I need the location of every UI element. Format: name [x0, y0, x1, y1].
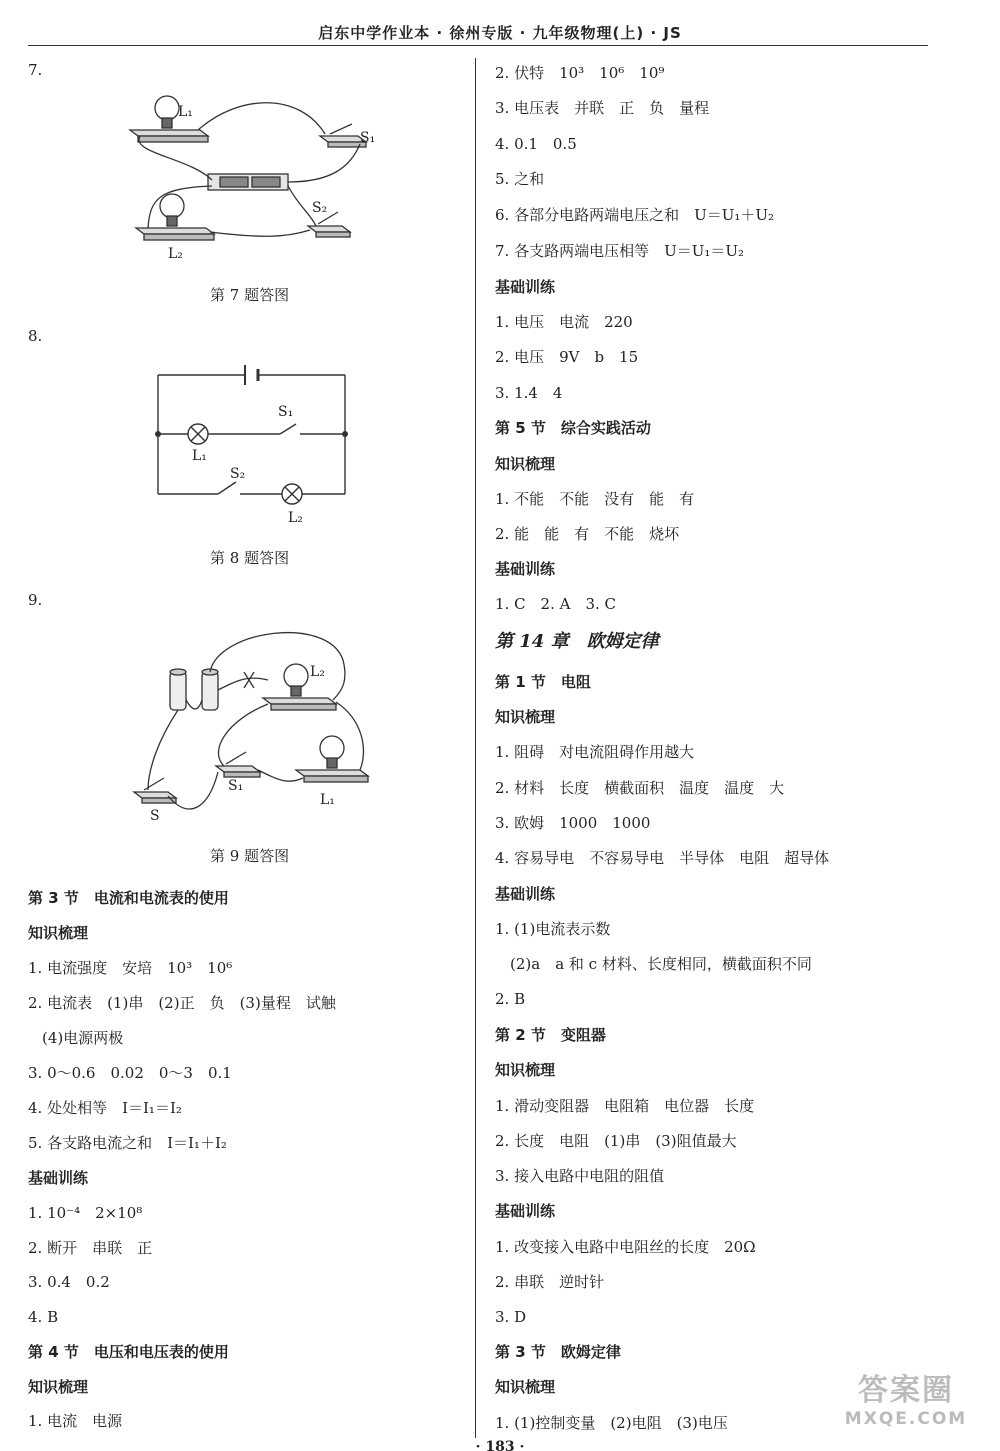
- answer-line: 1. (1)控制变量 (2)电阻 (3)电压: [495, 1414, 728, 1432]
- answer-line: 1. 滑动变阻器 电阻箱 电位器 长度: [495, 1097, 755, 1115]
- answer-line: 2. 长度 电阻 (1)串 (3)阻值最大: [495, 1132, 737, 1150]
- q7-label-s1: S₁: [360, 130, 376, 146]
- answer-line: 1. 电流 电源: [28, 1412, 123, 1430]
- answer-line: 4. 容易导电 不容易导电 半导体 电阻 超导体: [495, 849, 830, 867]
- subheading: 知识梳理: [495, 1378, 556, 1396]
- q9-circuit-figure: [128, 620, 373, 825]
- q9-number: 9.: [28, 591, 43, 609]
- answer-line: 2. 电压 9V b 15: [495, 348, 639, 366]
- answer-line: 3. D: [495, 1308, 527, 1326]
- subheading: 基础训练: [495, 278, 556, 296]
- q8-label-l2: L₂: [288, 510, 303, 526]
- column-divider: [475, 58, 476, 1438]
- answer-line: 5. 之和: [495, 170, 545, 188]
- q7-label-l2: L₂: [168, 246, 183, 262]
- answer-line: 1. 阻碍 对电流阻碍作用越大: [495, 743, 695, 761]
- answer-line: 1. 电压 电流 220: [495, 313, 633, 331]
- subheading: 知识梳理: [28, 1378, 89, 1396]
- page-number: · 183 ·: [475, 1439, 525, 1451]
- page-header: 启东中学作业本 · 徐州专版 · 九年级物理(上) · JS: [318, 24, 682, 42]
- q9-caption: 第 9 题答图: [210, 847, 290, 865]
- q8-circuit-figure: [150, 360, 355, 535]
- answer-line: 2. 串联 逆时针: [495, 1273, 605, 1291]
- answer-line: 1. (1)电流表示数: [495, 920, 611, 938]
- subheading: 基础训练: [28, 1169, 89, 1187]
- q8-label-l1: L₁: [192, 448, 207, 464]
- chapter-heading: 第 14 章 欧姆定律: [495, 631, 659, 652]
- q7-label-s2: S₂: [312, 200, 328, 216]
- section-heading: 第 3 节 电流和电流表的使用: [28, 889, 229, 907]
- q8-number: 8.: [28, 327, 43, 345]
- answer-line: 1. 10⁻⁴ 2×10⁸: [28, 1204, 143, 1222]
- q7-circuit-figure: [120, 88, 380, 273]
- answer-line: 2. 伏特 10³ 10⁶ 10⁹: [495, 64, 665, 82]
- subheading: 知识梳理: [495, 708, 556, 726]
- answer-line: 3. 0.4 0.2: [28, 1273, 110, 1291]
- subheading: 知识梳理: [495, 1061, 556, 1079]
- q9-label-l2: L₂: [310, 664, 325, 680]
- answer-line: 4. 处处相等 I＝I₁＝I₂: [28, 1099, 182, 1117]
- answer-line: (2)a a 和 c 材料、长度相同，横截面积不同: [510, 955, 812, 973]
- subheading: 知识梳理: [495, 455, 556, 473]
- section-heading: 第 1 节 电阻: [495, 673, 591, 691]
- answer-line: 4. 0.1 0.5: [495, 135, 577, 153]
- answer-line: 5. 各支路电流之和 I＝I₁＋I₂: [28, 1134, 227, 1152]
- section-heading: 第 2 节 变阻器: [495, 1026, 606, 1044]
- section-heading: 第 5 节 综合实践活动: [495, 419, 651, 437]
- answer-line: 3. 电压表 并联 正 负 量程: [495, 99, 710, 117]
- answer-line: 1. 不能 不能 没有 能 有: [495, 490, 695, 508]
- answer-line: 3. 接入电路中电阻的阻值: [495, 1167, 665, 1185]
- answer-line: 6. 各部分电路两端电压之和 U＝U₁＋U₂: [495, 206, 775, 224]
- watermark-top: 答案圈: [858, 1373, 954, 1408]
- q8-caption: 第 8 题答图: [210, 549, 290, 567]
- answer-line: 2. 电流表 (1)串 (2)正 负 (3)量程 试触: [28, 994, 336, 1012]
- answer-line: 2. 能 能 有 不能 烧坏: [495, 525, 680, 543]
- answer-line: (4)电源两极: [42, 1029, 124, 1047]
- watermark-bottom: MXQE.COM: [844, 1409, 968, 1429]
- answer-line: 3. 1.4 4: [495, 384, 563, 402]
- q7-caption: 第 7 题答图: [210, 286, 290, 304]
- section-heading: 第 3 节 欧姆定律: [495, 1343, 621, 1361]
- q9-label-s1: S₁: [228, 778, 244, 794]
- subheading: 知识梳理: [28, 924, 89, 942]
- answer-line: 1. C 2. A 3. C: [495, 595, 617, 613]
- q9-label-s: S: [150, 808, 160, 824]
- header-rule: [28, 45, 928, 46]
- q8-label-s1: S₁: [278, 404, 294, 420]
- section-heading: 第 4 节 电压和电压表的使用: [28, 1343, 229, 1361]
- answer-line: 7. 各支路两端电压相等 U＝U₁＝U₂: [495, 242, 745, 260]
- subheading: 基础训练: [495, 560, 556, 578]
- answer-line: 1. 改变接入电路中电阻丝的长度 20Ω: [495, 1238, 756, 1256]
- q7-number: 7.: [28, 61, 43, 79]
- q7-label-l1: L₁: [178, 104, 193, 120]
- answer-line: 1. 电流强度 安培 10³ 10⁶: [28, 959, 233, 977]
- answer-line: 4. B: [28, 1308, 59, 1326]
- watermark-logo: [826, 1373, 986, 1435]
- answer-line: 2. B: [495, 990, 526, 1008]
- answer-line: 2. 材料 长度 横截面积 温度 温度 大: [495, 779, 785, 797]
- subheading: 基础训练: [495, 1202, 556, 1220]
- answer-line: 3. 0～0.6 0.02 0～3 0.1: [28, 1064, 232, 1082]
- subheading: 基础训练: [495, 885, 556, 903]
- answer-line: 2. 断开 串联 正: [28, 1239, 153, 1257]
- answer-line: 3. 欧姆 1000 1000: [495, 814, 651, 832]
- q8-label-s2: S₂: [230, 466, 246, 482]
- q9-label-l1: L₁: [320, 792, 335, 808]
